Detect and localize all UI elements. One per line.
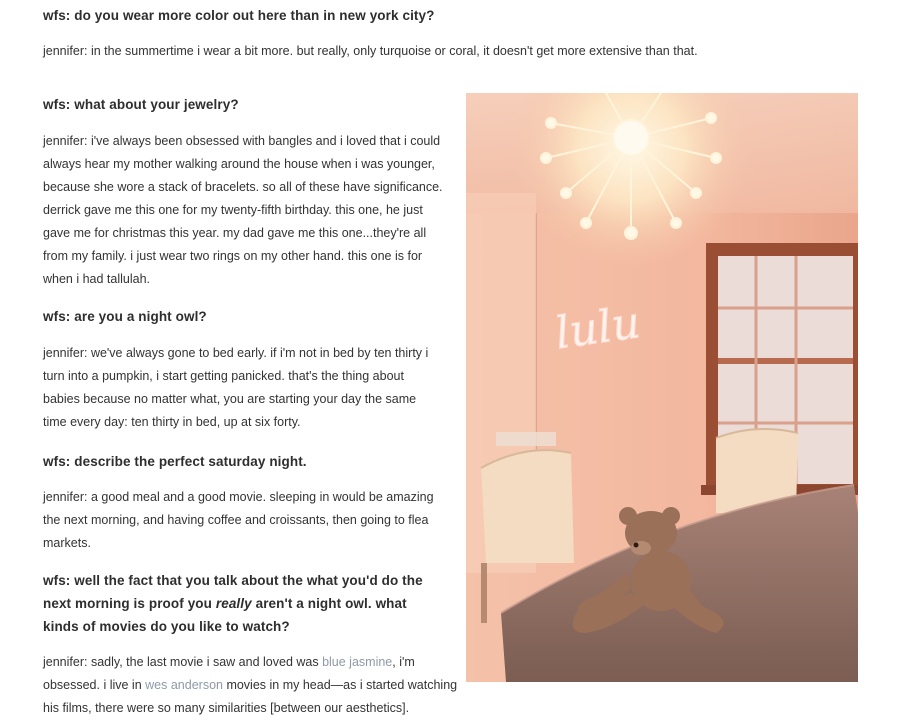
question-movies-text-2: aren't a night owl. what kinds of movies do you like to watch? bbox=[43, 596, 407, 634]
answer-movies bbox=[43, 651, 463, 720]
shelf-object bbox=[496, 432, 556, 446]
question-movies bbox=[43, 569, 443, 638]
answer-saturday-night: jennifer: a good meal and a good movie. sleeping in would be amazing the next morning, and having coffee and croissants, then going to flea markets. bbox=[43, 490, 434, 550]
answer-night-owl: jennifer: we've always gone to bed early. if i'm not in bed by ten thirty i turn into a pumpkin, i start getting panicked. that's the thing about babies because no matter what, you are starting your day the same time every day: ten thirty in bed, up at six forty. bbox=[43, 346, 429, 429]
question-saturday-night: wfs: describe the perfect saturday night. bbox=[43, 454, 307, 469]
answer-jewelry: jennifer: i've always been obsessed with bangles and i loved that i could always hear my mother walking around the house when i was younger, because she wore a stack of bracelets. so all of these have significance. derrick gave me this one for my twenty-fifth birthday. this one, he just gave me for christmas this year. my dad gave me this one...they're all from my family. i just wear two rings on my other hand. this one is for when i had tallulah. bbox=[43, 134, 443, 286]
question-movies-emphasis: really bbox=[215, 596, 252, 611]
question-movies-text-1: wfs: well the fact that you talk about the what you'd do the next morning is proof you bbox=[43, 573, 423, 611]
photo-illustration bbox=[466, 93, 858, 682]
question-color: wfs: do you wear more color out here than in new york city? bbox=[43, 8, 435, 23]
neon-sign: lulu bbox=[552, 297, 644, 360]
answer-color: jennifer: in the summertime i wear a bit more. but really, only turquoise or coral, it doesn't get more extensive than that. bbox=[43, 44, 698, 58]
question-jewelry: wfs: what about your jewelry? bbox=[43, 97, 239, 112]
wes-anderson-link[interactable]: wes anderson bbox=[145, 678, 223, 692]
answer-movies-text-1: jennifer: sadly, the last movie i saw and loved was bbox=[43, 655, 323, 669]
answer-movies-text-3: movies in my head—as i started watching his films, there were so many similarities [between our aesthetics]. bbox=[43, 678, 458, 715]
dining-room-photo bbox=[466, 93, 858, 682]
answer-movies-text-2: , i'm obsessed. i live in bbox=[43, 655, 415, 692]
question-night-owl: wfs: are you a night owl? bbox=[43, 309, 207, 324]
blue-jasmine-link[interactable]: blue jasmine bbox=[322, 655, 393, 669]
